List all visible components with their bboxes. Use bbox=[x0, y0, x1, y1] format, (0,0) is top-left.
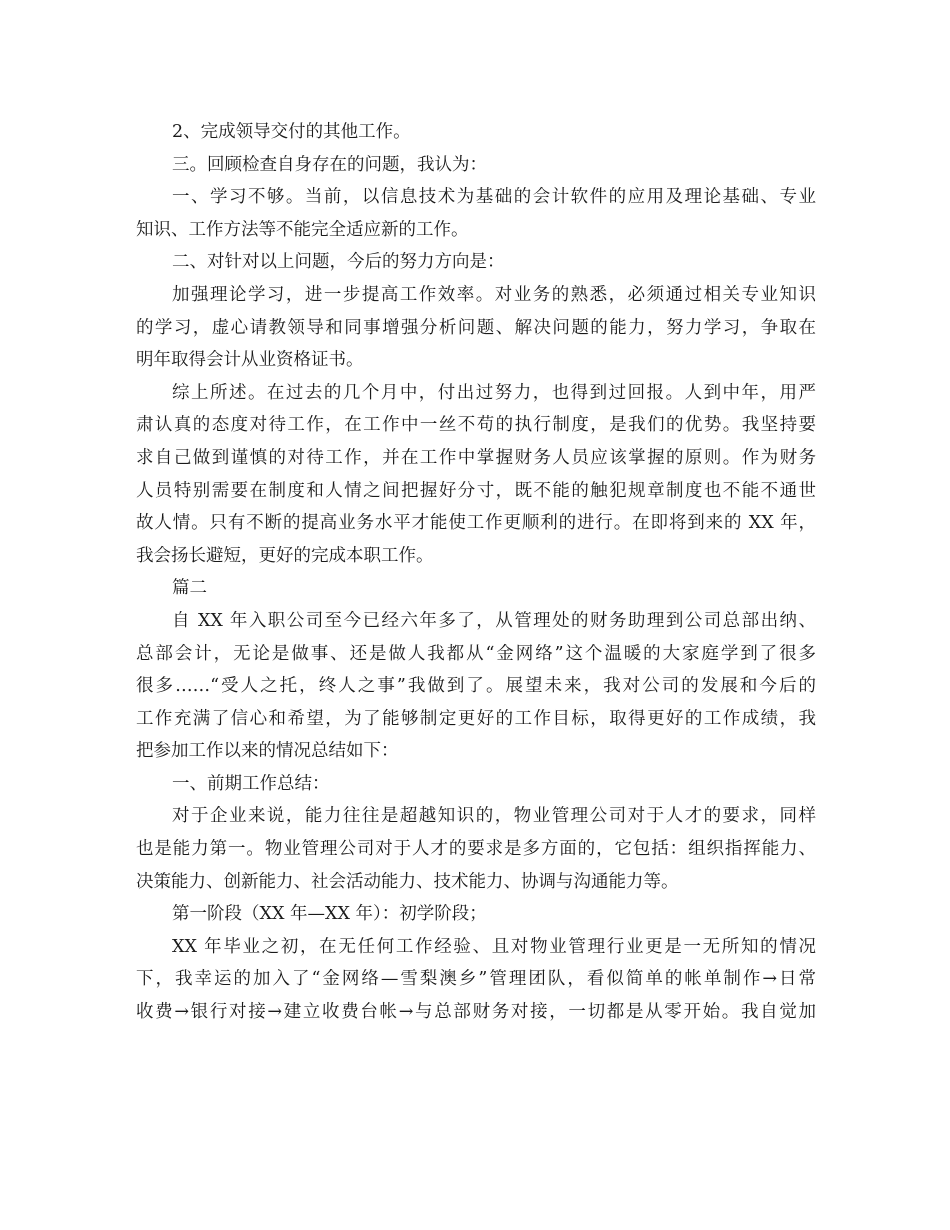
text-line: 综上所述。在过去的几个月中，付出过努力，也得到过回报。人到中年，用严 bbox=[172, 382, 816, 403]
text-line: 把参加工作以来的情况总结如下： bbox=[136, 741, 399, 762]
text-line: 也是能力第一。物业管理公司对于人才的要求是多方面的，它包括：组织指挥能力、 bbox=[136, 839, 816, 860]
text-line: 的学习，虚心请教领导和同事增强分析问题、解决问题的能力，努力学习，争取在 bbox=[136, 317, 816, 338]
text-line: 故人情。只有不断的提高业务水平才能使工作更顺利的进行。在即将到来的 XX 年， bbox=[136, 513, 816, 534]
document-page bbox=[136, 116, 816, 1029]
text-line: 三。回顾检查自身存在的问题，我认为： bbox=[172, 154, 487, 175]
text-line: 对于企业来说，能力往往是超越知识的，物业管理公司对于人才的要求，同样 bbox=[172, 806, 816, 827]
text-line: 下，我幸运的加入了“金网络—雪梨澳乡”管理团队，看似简单的帐单制作→日常 bbox=[136, 969, 816, 990]
text-line: 篇二 bbox=[172, 578, 207, 599]
text-line: 工作充满了信心和希望，为了能够制定更好的工作目标，取得更好的工作成绩，我 bbox=[136, 708, 816, 729]
text-line: 收费→银行对接→建立收费台帐→与总部财务对接，一切都是从零开始。我自觉加 bbox=[136, 1002, 816, 1023]
text-line: 一、学习不够。当前，以信息技术为基础的会计软件的应用及理论基础、专业 bbox=[172, 187, 816, 208]
text-line: 自 XX 年入职公司至今已经六年多了，从管理处的财务助理到公司总部出纳、 bbox=[172, 610, 816, 631]
text-line: 总部会计，无论是做事、还是做人我都从“金网络”这个温暖的大家庭学到了很多 bbox=[136, 643, 816, 664]
text-line: 知识、工作方法等不能完全适应新的工作。 bbox=[136, 219, 469, 240]
text-line: 明年取得会计从业资格证书。 bbox=[136, 350, 364, 371]
text-line: 加强理论学习，进一步提高工作效率。对业务的熟悉，必须通过相关专业知识 bbox=[172, 284, 816, 305]
text-line: 求自己做到谨慎的对待工作，并在工作中掌握财务人员应该掌握的原则。作为财务 bbox=[136, 447, 816, 468]
text-line: 二、对针对以上问题，今后的努力方向是： bbox=[172, 252, 505, 273]
text-line: 我会扬长避短，更好的完成本职工作。 bbox=[136, 545, 434, 566]
text-line: XX 年毕业之初，在无任何工作经验、且对物业管理行业更是一无所知的情况 bbox=[172, 936, 816, 957]
text-line: 第一阶段（XX 年—XX 年）：初学阶段； bbox=[172, 904, 487, 925]
text-line: 肃认真的态度对待工作，在工作中一丝不苟的执行制度，是我们的优势。我坚持要 bbox=[136, 415, 816, 436]
text-line: 2、完成领导交付的其他工作。 bbox=[172, 122, 411, 142]
text-line: 一、前期工作总结： bbox=[172, 773, 330, 794]
text-line: 很多……“受人之托，终人之事”我做到了。展望未来，我对公司的发展和今后的 bbox=[136, 676, 816, 697]
text-line: 决策能力、创新能力、社会活动能力、技术能力、协调与沟通能力等。 bbox=[136, 871, 679, 892]
text-line: 人员特别需要在制度和人情之间把握好分寸，既不能的触犯规章制度也不能不通世 bbox=[136, 480, 816, 501]
